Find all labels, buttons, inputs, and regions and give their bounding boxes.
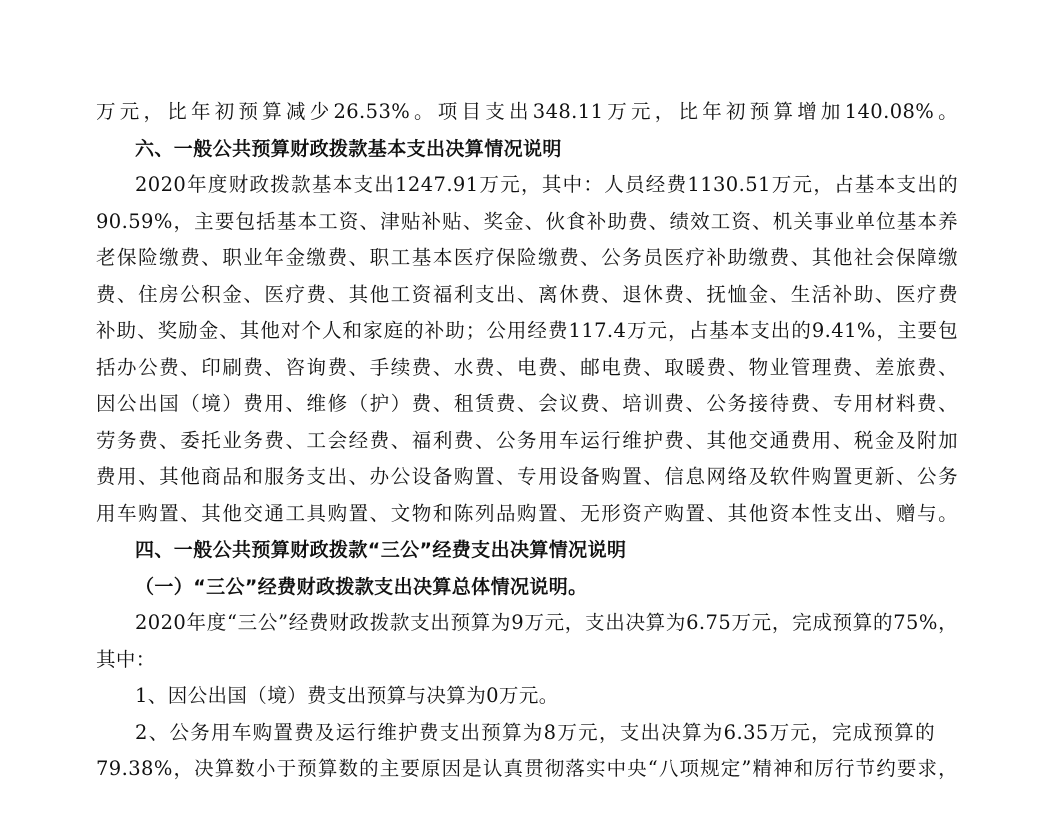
body-text-line: 2020年度“三公”经费财政拨款支出预算为9万元，支出决算为6.75万元，完成预算的75%， xyxy=(135,611,958,634)
body-text-line: 括办公费、印刷费、咨询费、手续费、水费、电费、邮电费、取暖费、物业管理费、差旅费、 xyxy=(96,356,958,379)
body-text-line: 2、公务用车购置费及运行维护费支出预算为8万元，支出决算为6.35万元，完成预算的 xyxy=(135,721,935,744)
body-text-line: 用车购置、其他交通工具购置、文物和陈列品购置、无形资产购置、其他资本性支出、赠与。 xyxy=(96,502,958,525)
body-text-line: 因公出国（境）费用、维修（护）费、租赁费、会议费、培训费、公务接待费、专用材料费、 xyxy=(96,392,958,415)
body-text-line: 90.59%，主要包括基本工资、津贴补贴、奖金、伙食补助费、绩效工资、机关事业单位基本养 xyxy=(96,210,958,233)
section-heading: 六、一般公共预算财政拨款基本支出决算情况说明 xyxy=(135,138,562,160)
body-text-line: 2020年度财政拨款基本支出1247.91万元，其中：人员经费1130.51万元，占基本支出的 xyxy=(135,173,958,196)
body-text-line: 其中： xyxy=(96,648,156,671)
body-text-line: 费、住房公积金、医疗费、其他工资福利支出、离休费、退休费、抚恤金、生活补助、医疗费 xyxy=(96,283,958,306)
body-text-line: 79.38%，决算数小于预算数的主要原因是认真贯彻落实中央“八项规定”精神和厉行节约要求， xyxy=(96,757,958,780)
body-text-line: 补助、奖励金、其他对个人和家庭的补助；公用经费117.4万元，占基本支出的9.41%，主要包 xyxy=(96,319,958,342)
body-text-line: 老保险缴费、职业年金缴费、职工基本医疗保险缴费、公务员医疗补助缴费、其他社会保障缴 xyxy=(96,246,958,269)
section-heading: 四、一般公共预算财政拨款“三公”经费支出决算情况说明 xyxy=(135,539,627,561)
subsection-heading: （一）“三公”经费财政拨款支出决算总体情况说明。 xyxy=(135,576,588,598)
body-text-line: 1、因公出国（境）费支出预算与决算为0万元。 xyxy=(135,684,559,707)
body-text-line: 费用、其他商品和服务支出、办公设备购置、专用设备购置、信息网络及软件购置更新、公务 xyxy=(96,465,958,488)
body-text-line: 万元，比年初预算减少26.53%。项目支出348.11万元，比年初预算增加140.08%。 xyxy=(96,100,958,123)
body-text-line: 劳务费、委托业务费、工会经费、福利费、公务用车运行维护费、其他交通费用、税金及附加 xyxy=(96,429,958,452)
